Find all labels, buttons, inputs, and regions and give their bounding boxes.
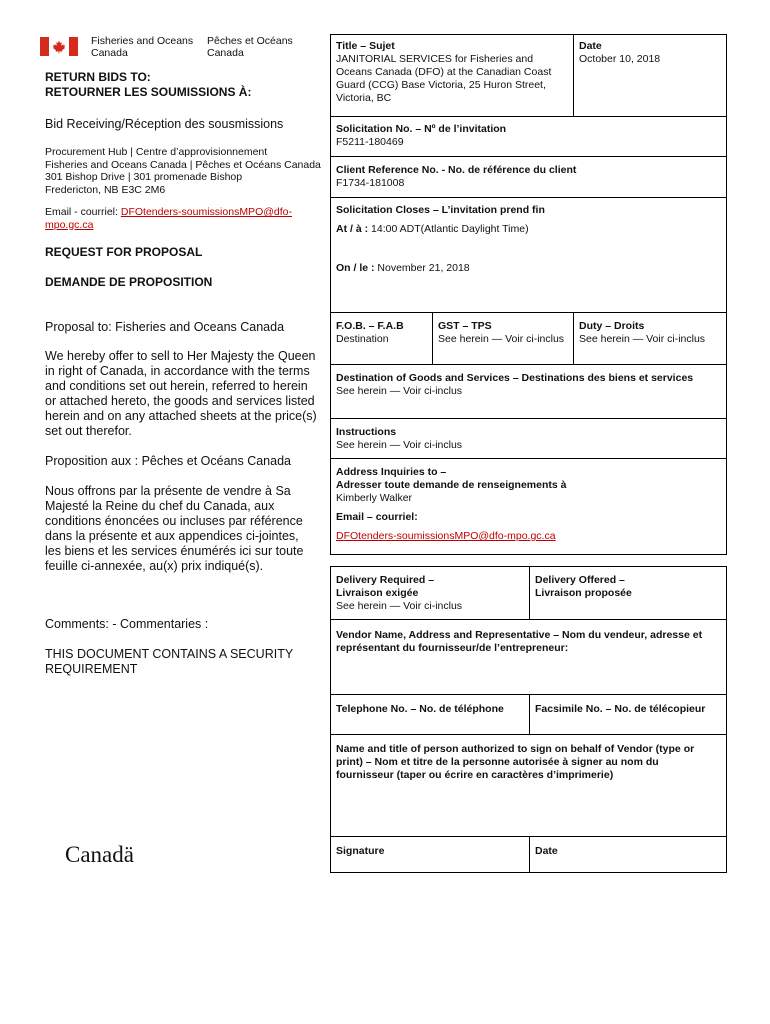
closing-date: November 21, 2018 <box>377 262 470 274</box>
instructions-cell: Instructions See herein — Voir ci-inclus <box>336 426 463 451</box>
duty-cell: Duty – Droits See herein — Voir ci-inclus <box>579 320 706 345</box>
inquiries-contact: Kimberly Walker <box>336 492 413 504</box>
vendor-cell[interactable]: Vendor Name, Address and Representative – Nom du vendeur, adresse et représentant du fournisseur/de l’entrepreneur: <box>336 629 703 654</box>
title-value: JANITORIAL SERVICES for Fisheries and Oceans Canada (DFO) at the Canadian Coast Guard (CCG) Base Victoria, 25 Huron Street, Victoria, BC <box>336 53 552 104</box>
canada-flag-icon <box>40 37 78 56</box>
telephone-cell[interactable]: Telephone No. – No. de téléphone <box>336 703 504 715</box>
client-ref-cell: Client Reference No. - No. de référence du client F1734-181008 <box>331 160 726 194</box>
rfp-title-fr: DEMANDE DE PROPOSITION <box>45 275 213 289</box>
signature-date-cell[interactable]: Date <box>535 845 558 857</box>
rfp-title-en: REQUEST FOR PROPOSAL <box>45 245 203 259</box>
inquiries-email-link[interactable]: DFOtenders-soumissionsMPO@dfo-mpo.gc.ca <box>336 530 556 542</box>
title-cell: Title – Sujet JANITORIAL SERVICES for Fisheries and Oceans Canada (DFO) at the Canadian Coast Guard (CCG) Base Victoria, 25 Huron Street, Victoria, BC <box>331 36 571 109</box>
bid-receiving: Bid Receiving/Réception des sousmissions <box>45 117 284 131</box>
maple-leaf-icon <box>52 40 66 54</box>
gst-cell: GST – TPS See herein — Voir ci-inclus <box>438 320 565 345</box>
bid-address: Procurement Hub | Centre d’approvisionnement Fisheries and Oceans Canada | Pêches et Océans Canada 301 Bishop Drive | 301 promenade Bishop Fredericton, NB E3C 2M6 <box>45 146 321 196</box>
authorized-person-cell[interactable]: Name and title of person authorized to sign on behalf of Vendor (type or print) – Nom et titre de la personne autorisée à signer au nom du fournisseur (taper ou écrire en caractères d’imprimerie) <box>336 743 695 781</box>
date-cell: Date October 10, 2018 <box>574 36 726 70</box>
solicitation-value: F5211-180469 <box>336 136 404 148</box>
delivery-offered-cell: Delivery Offered – Livraison proposée <box>535 574 632 599</box>
solicitation-cell: Solicitation No. – Nº de l’invitation F5211-180469 <box>331 119 726 153</box>
proposition-aux: Proposition aux : Pêches et Océans Canada <box>45 454 291 468</box>
inquiries-cell: Address Inquiries to – Adresser toute demande de renseignements à Kimberly Walker Email – courriel: DFOtenders-soumissionsMPO@dfo-mpo.gc.ca <box>331 462 726 547</box>
bid-email: Email - courriel: DFOtenders-soumissionsMPO@dfo- mpo.gc.ca <box>45 206 292 231</box>
facsimile-cell[interactable]: Facsimile No. – No. de télécopieur <box>535 703 706 715</box>
date-value: October 10, 2018 <box>579 53 661 65</box>
canada-wordmark: Canadä <box>65 842 134 867</box>
proposal-to: Proposal to: Fisheries and Oceans Canada <box>45 320 285 334</box>
security-requirement: THIS DOCUMENT CONTAINS A SECURITY REQUIREMENT <box>45 647 293 676</box>
closing-time: 14:00 ADT(Atlantic Daylight Time) <box>371 223 529 235</box>
offer-text-en: We hereby offer to sell to Her Majesty the Queen in right of Canada, in accordance with the terms and conditions set out herein, referred to herein or attached hereto, the goods and services listed herein and on any attached sheets at the price(s) set out therefor. <box>45 349 317 438</box>
dept-name-en: Fisheries and Oceans Canada <box>91 35 194 59</box>
fob-cell: F.O.B. – F.A.B Destination <box>336 320 404 345</box>
offer-text-fr: Nous offrons par la présente de vendre à Sa Majesté la Reine du chef du Canada, aux conditions énoncées ou incluses par référence dans la présente et aux appendices ci-jointes, les biens et les services énumérés ici sur toute feuille ci-annexée, au(x) prix indiqué(s). <box>45 484 304 573</box>
email-link-continued[interactable]: mpo.gc.ca <box>45 218 94 231</box>
client-ref-value: F1734-181008 <box>336 177 405 189</box>
email-link[interactable]: DFOtenders-soumissionsMPO@dfo- <box>120 206 292 218</box>
return-bids-heading: RETURN BIDS TO: RETOURNER LES SOUMISSIONS À: <box>45 70 252 99</box>
delivery-required-cell: Delivery Required – Livraison exigée See herein — Voir ci-inclus <box>336 574 463 612</box>
dept-name-fr: Pêches et Océans Canada <box>207 35 293 59</box>
signature-cell[interactable]: Signature <box>336 845 385 857</box>
destination-cell: Destination of Goods and Services – Destinations des biens et services See herein — Voir ci-inclus <box>336 372 694 397</box>
closes-cell: Solicitation Closes – L’invitation prend fin At / à : 14:00 ADT(Atlantic Daylight Time) On / le : November 21, 2018 <box>336 204 545 274</box>
comments: Comments: - Commentaries : <box>45 617 209 631</box>
